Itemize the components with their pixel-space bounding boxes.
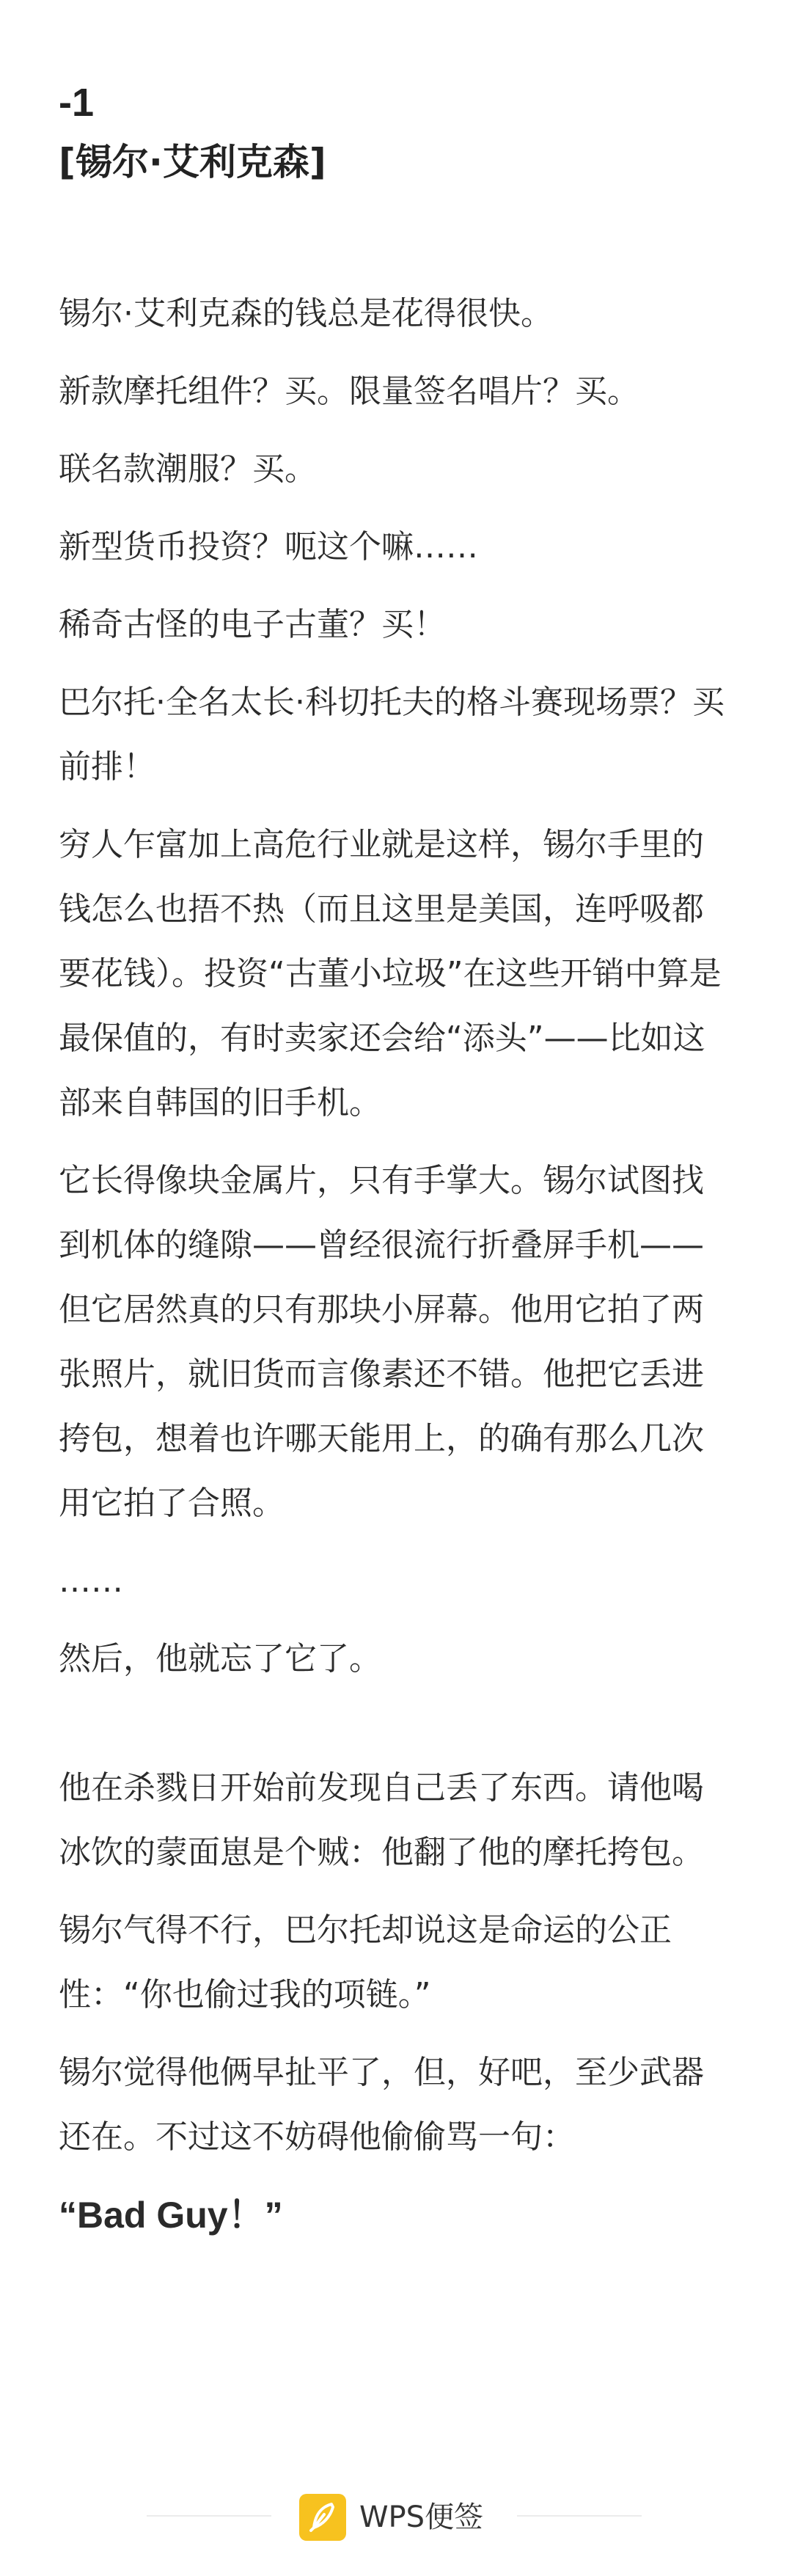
chapter-title: [锡尔·艾利克森]: [59, 141, 326, 183]
paragraph: 他在杀戮日开始前发现自己丢了东西。请他喝冰饮的蒙面崽是个贼：他翻了他的摩托挎包。: [59, 1769, 704, 1871]
paragraph: 它长得像块金属片，只有手掌大。锡尔试图找到机体的缝隙——曾经很流行折叠屏手机——但它居然真的只有那块小屏幕。他用它拍了两张照片，就旧货而言像素还不错。他把它丢进挎包，想着也许哪天能用上，的确有那么几次用它拍了合照。: [59, 1162, 704, 1522]
chapter-number: -1: [59, 81, 95, 125]
note-body: [59, 282, 733, 2247]
footer-divider-right: [517, 2515, 642, 2517]
brand-name: WPS便签: [359, 2500, 484, 2534]
footer-divider-left: [147, 2515, 271, 2517]
paragraph: 稀奇古怪的电子古董？买！: [59, 606, 446, 643]
paragraph: 然后，他就忘了它了。: [59, 1640, 381, 1677]
pen-nib-icon: [299, 2494, 346, 2541]
ellipsis-line: ……: [59, 1562, 123, 1600]
closing-exclamation: “Bad Guy！”: [59, 2195, 283, 2236]
paragraph: 锡尔·艾利克森的钱总是花得很快。: [59, 295, 553, 332]
paragraph: 巴尔托·全名太长·科切托夫的格斗赛现场票？买前排！: [59, 684, 725, 786]
paragraph: 锡尔气得不行，巴尔托却说这是命运的公正性：“你也偷过我的项链。”: [59, 1911, 672, 2013]
pen-nib-icon-graphic: [299, 2494, 346, 2541]
paragraph: 新型货币投资？呃这个嘛……: [59, 528, 478, 566]
paragraph: 穷人乍富加上高危行业就是这样，锡尔手里的钱怎么也捂不热（而且这里是美国，连呼吸都要花钱）。投资“古董小垃圾”在这些开销中算是最保值的，有时卖家还会给“添头”——比如这部来自韩国的旧手机。: [59, 826, 722, 1121]
paragraph: 新款摩托组件？买。限量签名唱片？买。: [59, 373, 639, 410]
note-page: [59, 73, 733, 2261]
footer-watermark: [0, 2490, 792, 2542]
paragraph: 联名款潮服？买。: [59, 450, 317, 488]
paragraph: 锡尔觉得他俩早扯平了，但，好吧，至少武器还在。不过这不妨碍他偷偷骂一句：: [59, 2054, 704, 2156]
